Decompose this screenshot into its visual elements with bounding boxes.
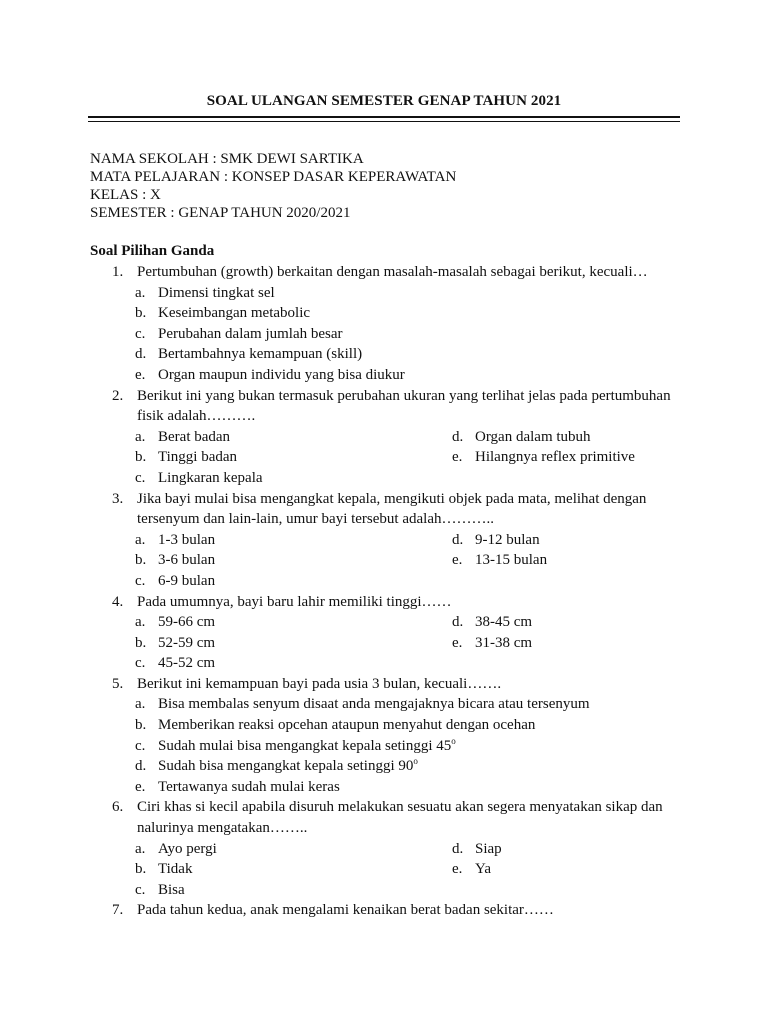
- title-rule-thick: [88, 116, 680, 118]
- option-text: 59-66 cm: [158, 614, 216, 631]
- option-letter: e.: [135, 778, 146, 795]
- option-text: Memberikan reaksi opcehan ataupun menyahut dengan ocehan: [158, 717, 536, 734]
- question-text: Jika bayi mulai bisa mengangkat kepala, mengikuti objek pada mata, melihat dengan: [137, 490, 647, 507]
- option-text: 45-52 cm: [158, 655, 216, 672]
- option-letter: c.: [135, 469, 146, 486]
- option-letter: e.: [135, 366, 146, 383]
- question-number: 7.: [112, 902, 124, 919]
- option-text: Siap: [475, 840, 502, 857]
- option-text-with-degree: [158, 756, 418, 777]
- question-5: [90, 674, 680, 798]
- option-text: 1-3 bulan: [158, 531, 216, 548]
- question-text-continued: nalurinya mengatakan……..: [137, 820, 308, 837]
- option-text: Ayo pergi: [158, 840, 217, 857]
- class-name: KELAS : X: [90, 187, 161, 203]
- option-text-with-degree: [158, 736, 456, 757]
- question-number: 3.: [112, 490, 124, 507]
- option-letter: c.: [135, 655, 146, 672]
- option-letter: e.: [452, 634, 463, 651]
- option-letter: b.: [135, 861, 147, 878]
- option-letter: b.: [135, 305, 147, 322]
- option-letter: d.: [452, 428, 464, 445]
- option-letter: c.: [135, 737, 146, 754]
- option-text: Sudah mulai bisa mengangkat kepala setinggi 45: [158, 737, 452, 754]
- option-letter: a.: [135, 428, 146, 445]
- option-text: Perubahan dalam jumlah besar: [158, 325, 343, 342]
- question-1: [90, 262, 680, 386]
- option-text: Organ dalam tubuh: [475, 428, 591, 445]
- option-text: 3-6 bulan: [158, 552, 216, 569]
- option-letter: d.: [135, 758, 147, 775]
- option-text: Tertawanya sudah mulai keras: [158, 778, 340, 795]
- option-text: 38-45 cm: [475, 614, 533, 631]
- exam-title: SOAL ULANGAN SEMESTER GENAP TAHUN 2021: [206, 93, 562, 109]
- school-name: NAMA SEKOLAH : SMK DEWI SARTIKA: [90, 151, 364, 167]
- question-list: [90, 262, 680, 921]
- option-letter: c.: [135, 572, 146, 589]
- option-letter: c.: [135, 325, 146, 342]
- option-letter: e.: [452, 552, 463, 569]
- option-text: 13-15 bulan: [475, 552, 548, 569]
- question-number: 1.: [112, 264, 124, 280]
- option-letter: d.: [452, 531, 464, 548]
- option-text: Lingkaran kepala: [158, 469, 263, 486]
- title-rule-thin: [88, 121, 680, 122]
- option-text: Organ maupun individu yang bisa diukur: [158, 366, 405, 383]
- option-text: Berat badan: [158, 428, 231, 445]
- exam-header: [90, 150, 456, 222]
- question-text-continued: fisik adalah……….: [137, 408, 256, 425]
- option-text: Hilangnya reflex primitive: [475, 449, 635, 466]
- option-letter: a.: [135, 284, 146, 301]
- option-text: Keseimbangan metabolic: [158, 305, 311, 322]
- question-2: [90, 386, 680, 489]
- question-text: Berikut ini yang bukan termasuk perubahan ukuran yang terlihat jelas pada pertumbuhan: [137, 387, 671, 404]
- option-text: Bertambahnya kemampuan (skill): [158, 346, 363, 363]
- question-text-continued: tersenyum dan lain-lain, umur bayi tersebut adalah………..: [137, 511, 494, 528]
- option-letter: b.: [135, 552, 147, 569]
- option-text: Bisa membalas senyum disaat anda mengajaknya bicara atau tersenyum: [158, 696, 590, 713]
- option-letter: a.: [135, 614, 146, 631]
- option-letter: b.: [135, 717, 147, 734]
- question-number: 6.: [112, 799, 124, 816]
- section-title: Soal Pilihan Ganda: [90, 243, 215, 259]
- option-letter: d.: [452, 840, 464, 857]
- option-text: Bisa: [158, 881, 185, 898]
- question-text: Pertumbuhan (growth) berkaitan dengan masalah-masalah sebagai berikut, kecuali…: [137, 264, 648, 280]
- question-text: Pada umumnya, bayi baru lahir memiliki tinggi……: [137, 593, 452, 610]
- option-letter: a.: [135, 531, 146, 548]
- question-number: 4.: [112, 593, 124, 610]
- option-letter: d.: [452, 614, 464, 631]
- semester-name: SEMESTER : GENAP TAHUN 2020/2021: [90, 205, 351, 221]
- question-number: 2.: [112, 387, 124, 404]
- question-text: Ciri khas si kecil apabila disuruh melakukan sesuatu akan segera menyatakan sikap dan: [137, 799, 663, 816]
- option-text: 6-9 bulan: [158, 572, 216, 589]
- option-letter: e.: [452, 449, 463, 466]
- question-6: [90, 797, 680, 900]
- option-letter: a.: [135, 840, 146, 857]
- question-text: Berikut ini kemampuan bayi pada usia 3 bulan, kecuali…….: [137, 675, 502, 692]
- option-text: Dimensi tingkat sel: [158, 284, 275, 301]
- option-letter: b.: [135, 449, 147, 466]
- degree-symbol: o: [451, 735, 456, 746]
- option-text: Ya: [475, 861, 491, 878]
- question-number: 5.: [112, 675, 124, 692]
- option-text: Sudah bisa mengangkat kepala setinggi 90: [158, 758, 414, 775]
- option-letter: e.: [452, 861, 463, 878]
- option-letter: c.: [135, 881, 146, 898]
- question-4: [90, 592, 680, 674]
- question-3: [90, 489, 680, 592]
- subject-name: MATA PELAJARAN : KONSEP DASAR KEPERAWATAN: [90, 169, 457, 185]
- question-7: [90, 900, 680, 921]
- option-letter: d.: [135, 346, 147, 363]
- option-letter: a.: [135, 696, 146, 713]
- option-text: Tinggi badan: [158, 449, 238, 466]
- option-text: 9-12 bulan: [475, 531, 540, 548]
- option-text: Tidak: [158, 861, 193, 878]
- degree-symbol: o: [413, 756, 418, 767]
- option-text: 52-59 cm: [158, 634, 216, 651]
- question-text: Pada tahun kedua, anak mengalami kenaikan berat badan sekitar……: [137, 902, 554, 919]
- option-letter: b.: [135, 634, 147, 651]
- option-text: 31-38 cm: [475, 634, 533, 651]
